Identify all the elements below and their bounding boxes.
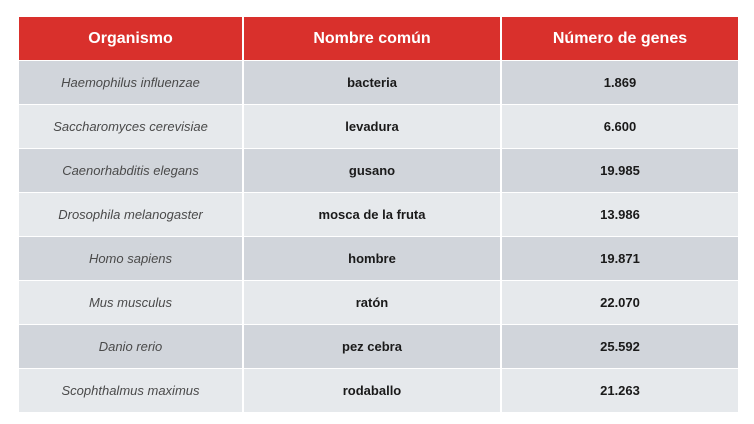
common-name-cell: hombre [242, 236, 500, 280]
organism-cell: Saccharomyces cerevisiae [19, 104, 242, 148]
organism-cell: Mus musculus [19, 280, 242, 324]
organism-cell: Danio rerio [19, 324, 242, 368]
gene-count-cell: 19.871 [500, 236, 738, 280]
common-name-cell: rodaballo [242, 368, 500, 412]
gene-count-cell: 13.986 [500, 192, 738, 236]
gene-count-cell: 19.985 [500, 148, 738, 192]
organism-cell: Scophthalmus maximus [19, 368, 242, 412]
header-organismo: Organismo [19, 17, 242, 60]
organism-cell: Haemophilus influenzae [19, 60, 242, 104]
common-name-cell: gusano [242, 148, 500, 192]
gene-count-cell: 21.263 [500, 368, 738, 412]
organism-cell: Drosophila melanogaster [19, 192, 242, 236]
gene-count-cell: 25.592 [500, 324, 738, 368]
gene-count-cell: 6.600 [500, 104, 738, 148]
header-numero-genes: Número de genes [500, 17, 738, 60]
organism-cell: Homo sapiens [19, 236, 242, 280]
gene-count-cell: 1.869 [500, 60, 738, 104]
common-name-cell: levadura [242, 104, 500, 148]
header-nombre-comun: Nombre común [242, 17, 500, 60]
common-name-cell: pez cebra [242, 324, 500, 368]
common-name-cell: bacteria [242, 60, 500, 104]
organism-cell: Caenorhabditis elegans [19, 148, 242, 192]
common-name-cell: ratón [242, 280, 500, 324]
genes-table [19, 17, 738, 412]
common-name-cell: mosca de la fruta [242, 192, 500, 236]
gene-count-cell: 22.070 [500, 280, 738, 324]
